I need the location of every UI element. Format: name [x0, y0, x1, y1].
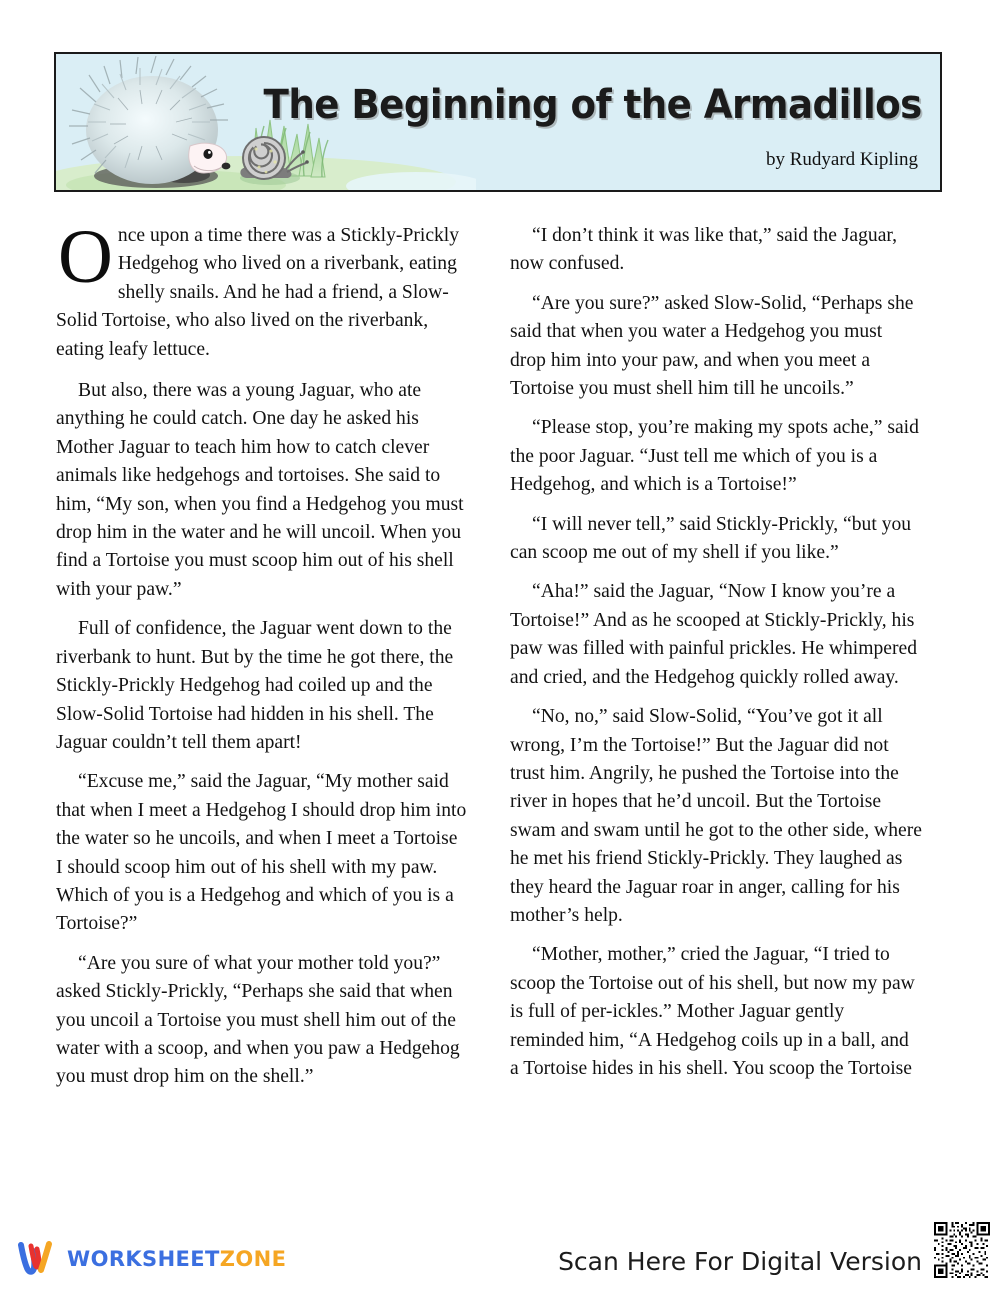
page-footer: [0, 1208, 1000, 1294]
author-byline: by Rudyard Kipling: [766, 149, 918, 170]
story-paragraph: “Aha!” said the Jaguar, “Now I know you’re a Tortoise!” And as he scooped at Stickly-Prickly, his paw was filled with painful prickles. He whimpered and cried, and the Hedgehog quickly rolled away.: [510, 581, 918, 688]
story-paragraph: “Excuse me,” said the Jaguar, “My mother said that when I meet a Hedgehog I should drop him into the water so he uncoils, and when I meet a Tortoise I should scoop him out of his shell with my paw. Which of you is a Hedgehog and which of you is a Tortoise?”: [56, 771, 467, 935]
story-paragraph: Full of confidence, the Jaguar went down to the riverbank to hunt. But by the time he got there, the Stickly-Prickly Hedgehog had coiled up and the Slow-Solid Tortoise had hidden in his shell. The Jaguar couldn’t tell them apart!: [56, 618, 454, 753]
qr-code[interactable]: [930, 1218, 994, 1282]
page-title: The Beginning of the Armadillos: [263, 82, 922, 128]
brand-worksheet-text: WORKSHEET: [67, 1247, 220, 1271]
story-paragraph: But also, there was a young Jaguar, who ate anything he could catch. One day he asked his Mother Jaguar to teach him how to catch clever animals like hedgehogs and tortoises. She said to him, “My son, when you find a Hedgehog you must drop him in the water and he will uncoil. When you find a Tortoise you must scoop him out of his shell with your paw.”: [56, 380, 464, 600]
story-paragraph: “Are you sure of what your mother told you?” asked Stickly-Prickly, “Perhaps she said that when you uncoil a Tortoise you must shell him out of the water with a scoop, and when you paw a Hedgehog you must drop him on the shell.”: [56, 952, 460, 1088]
qr-code-svg: [930, 1218, 994, 1282]
story-body: [56, 215, 942, 1172]
story-paragraph: “Mother, mother,” cried the Jaguar, “I tried to scoop the Tortoise out of his shell, but now my paw is full of per-ickles.” Mother Jaguar gently reminded him, “A Hedgehog coils up in a ball, and a Tortoise hides in his shell. You scoop the Tortoise: [510, 944, 915, 1079]
brand-wordmark: [67, 1247, 286, 1271]
header-banner: [54, 52, 942, 192]
story-paragraph: “Please stop, you’re making my spots ache,” said the poor Jaguar. “Just tell me which of you is a Hedgehog, and which is a Tortoise!”: [510, 417, 919, 496]
story-paragraph: “Are you sure?” asked Slow-Solid, “Perhaps she said that when you water a Hedgehog you must drop him into your paw, and when you meet a Tortoise you must shell him till he uncoils.”: [510, 292, 914, 400]
drop-cap: O: [58, 215, 113, 299]
brand-zone-text: ZONE: [219, 1247, 287, 1271]
story-paragraph-text: nce upon a time there was a Stickly-Prickly Hedgehog who lived on a riverbank, eating shelly snails. And he had a friend, a Slow-Solid Tortoise, who also lived on the riverbank, eating leafy lettuce.: [56, 225, 460, 360]
story-paragraph: “No, no,” said Slow-Solid, “You’ve got it all wrong, I’m the Tortoise!” But the Jaguar did not trust him. Angrily, he pushed the Tortoise into the river in hopes that he’d uncoil. But the Tortoise swam and swam until he got to the other side, where he met his friend Stickly-Prickly. They laughed as they heard the Jaguar roar in anger, calling for his mother’s help.: [510, 706, 922, 926]
story-paragraph: “I will never tell,” said Stickly-Prickly, “but you can scoop me out of my shell if you like.”: [510, 513, 912, 564]
worksheet-zone-mark-icon: [18, 1241, 58, 1277]
story-paragraph: “I don’t think it was like that,” said the Jaguar, now confused.: [510, 225, 898, 275]
story-column-right: [510, 222, 922, 1094]
scan-instruction-text: Scan Here For Digital Version: [558, 1247, 922, 1276]
story-column-left: [56, 215, 468, 1103]
worksheet-zone-logo[interactable]: [18, 1241, 286, 1277]
story-paragraph: [56, 215, 468, 364]
